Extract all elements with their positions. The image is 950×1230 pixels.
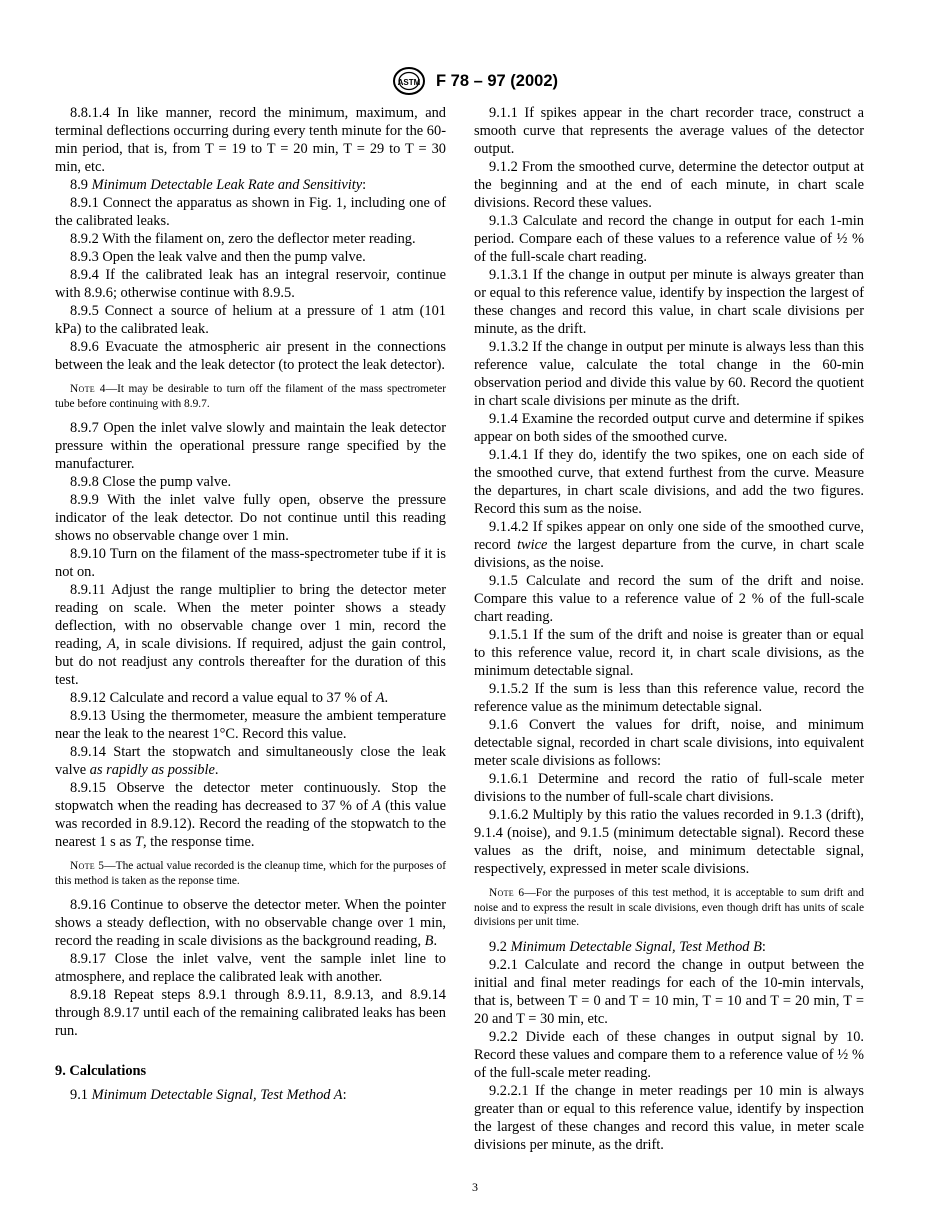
note-label: Note 6 (489, 887, 525, 899)
text-run: , the response time. (142, 834, 255, 850)
paragraph-8-9-10: 8.9.10 Turn on the filament of the mass-spectrometer tube if it is not on. (55, 546, 446, 580)
section-9-heading: 9. Calculations (55, 1063, 147, 1079)
section-number: 9.2 (489, 938, 511, 955)
section-9-2-heading (474, 938, 864, 956)
variable-a: A (372, 798, 381, 814)
text-run: 8.9.14 Start the stopwatch and simultaneously close the leak valve (55, 744, 446, 778)
paragraph-9-1-2: 9.1.2 From the smoothed curve, determine the detector output at the beginning and at the end of each minute, in chart scale divisions. Record these values. (474, 159, 864, 211)
text-run: . (214, 762, 219, 778)
paragraph-8-9-18: 8.9.18 Repeat steps 8.9.1 through 8.9.11, 8.9.13, and 8.9.14 through 8.9.17 until each of the remaining calibrated leaks has been run. (55, 987, 446, 1039)
variable-b: B (424, 933, 434, 949)
section-colon: : (342, 1087, 347, 1103)
paragraph-8-9-15 (55, 779, 446, 851)
paragraph-9-1-4-2 (474, 518, 864, 572)
text-run: the largest departure from the curve, in chart scale divisions, as the noise. (474, 537, 864, 571)
note-label: Note 4 (70, 383, 106, 395)
text-run: . (433, 933, 438, 949)
paragraph-9-1-4: 9.1.4 Examine the recorded output curve and determine if spikes appear on both sides of the smoothed curve. (474, 411, 864, 445)
text-run: 8.9.12 Calculate and record a value equal to 37 % of (70, 690, 376, 706)
paragraph-8-9-5: 8.9.5 Connect a source of helium at a pressure of 1 atm (101 kPa) to the calibrated leak. (55, 303, 446, 337)
paragraph-9-1-3-2: 9.1.3.2 If the change in output per minute is always less than this reference value, calculate the total change in the 60-min observation period and divide this value by 60. Record the quotient in chart scale divisions per minute as the drift. (474, 339, 864, 409)
section-title: Minimum Detectable Signal, Test Method A (91, 1087, 343, 1103)
left-column (55, 104, 446, 1104)
paragraph-9-1-3: 9.1.3 Calculate and record the change in output for each 1-min period. Compare each of these values to a reference value of ½ % of the full-scale chart reading. (474, 213, 864, 265)
note-text: —The actual value recorded is the cleanup time, which for the purposes of this method is taken as the reponse time. (55, 860, 446, 887)
text-run: 8.9.16 Continue to observe the detector meter. When the pointer shows a steady deflection, with no observable change over 1 min, record the reading in scale divisions as the background reading, (55, 897, 446, 949)
paragraph-8-9-7: 8.9.7 Open the inlet valve slowly and maintain the leak detector pressure within the operational pressure range specified by the manufacturer. (55, 420, 446, 472)
paragraph-8-9-17: 8.9.17 Close the inlet valve, vent the sample inlet line to atmosphere, and replace the calibrated leak with another. (55, 951, 446, 985)
section-title: Minimum Detectable Signal, Test Method B (510, 938, 762, 955)
paragraph-9-1-5: 9.1.5 Calculate and record the sum of the drift and noise. Compare this value to a reference value of 2 % of the full-scale chart reading. (474, 573, 864, 625)
astm-logo-icon (392, 66, 426, 96)
paragraph-8-9-9: 8.9.9 With the inlet valve fully open, observe the pressure indicator of the leak detector. Do not continue until this reading shows no observable change over 1 min. (55, 492, 446, 544)
paragraph-9-2-2-1: 9.2.2.1 If the change in meter readings per 10 min is always greater than or equal to this reference value, identify by inspection the largest of these changes and record this value, in meter scale divisions per minute, as the drift. (474, 1082, 864, 1153)
section-number: 9.1 (70, 1087, 92, 1103)
note-6 (474, 886, 864, 930)
right-column (474, 104, 864, 1154)
paragraph-9-1-5-1: 9.1.5.1 If the sum of the drift and noise is greater than or equal to this reference value, record it, in chart scale divisions, as the minimum detectable signal. (474, 627, 864, 679)
paragraph-9-1-5-2: 9.1.5.2 If the sum is less than this reference value, record the reference value as the minimum detectable signal. (474, 681, 864, 715)
section-colon: : (761, 938, 766, 955)
text-run: 8.9.11 Adjust the range multiplier to bring the detector meter reading on scale. When the meter pointer shows a steady deflection, with no observable change over 1 min, record the reading, (55, 582, 446, 652)
section-8-9-heading (55, 176, 446, 194)
paragraph-9-1-3-1: 9.1.3.1 If the change in output per minute is always greater than or equal to this reference value, identify by inspection the largest of these changes and record this value, in chart scale divisions per minute, as the drift. (474, 267, 864, 337)
section-colon: : (362, 177, 367, 193)
variable-t: T (134, 834, 143, 850)
text-run: . (384, 690, 389, 706)
emphasis: as rapidly as possible (89, 762, 215, 778)
paragraph-8-9-1: 8.9.1 Connect the apparatus as shown in Fig. 1, including one of the calibrated leaks. (55, 195, 446, 229)
text-run: 8.9.15 Observe the detector meter continuously. Stop the stopwatch when the reading has decreased to 37 % of (55, 780, 446, 814)
paragraph-9-1-6: 9.1.6 Convert the values for drift, noise, and minimum detectable signal, recorded in chart scale divisions, into equivalent meter scale divisions as follows: (474, 717, 864, 769)
note-4 (55, 382, 446, 411)
paragraph-8-9-3: 8.9.3 Open the leak valve and then the pump valve. (70, 249, 366, 265)
paragraph-8-9-12 (55, 689, 446, 707)
paragraph-8-9-14 (55, 743, 446, 779)
variable-a: A (107, 636, 116, 652)
page-number: 3 (472, 1180, 478, 1194)
note-text: —For the purposes of this test method, it is acceptable to sum drift and noise and to express the result in scale divisions, even though drift has units of scale divisions per unit time. (474, 887, 864, 928)
section-9-1-heading (55, 1086, 446, 1104)
paragraph-8-8-1-4: 8.8.1.4 In like manner, record the minimum, maximum, and terminal deflections occurring during every tenth minute for the 60-min period, that is, from T = 19 to T = 20 min, T = 29 to T = 30 min, etc. (55, 105, 446, 175)
paragraph-8-9-2: 8.9.2 With the filament on, zero the deflector meter reading. (70, 231, 416, 247)
section-title: Minimum Detectable Leak Rate and Sensitivity (91, 177, 363, 193)
text-run: (this value was recorded in 8.9.12). Record the reading of the stopwatch to the nearest 1 s as (55, 798, 446, 850)
paragraph-8-9-8: 8.9.8 Close the pump valve. (70, 474, 232, 490)
text-run: 9.1.4.2 If spikes appear on only one side of the smoothed curve, record (474, 519, 864, 553)
variable-a: A (375, 690, 385, 706)
paragraph-8-9-4: 8.9.4 If the calibrated leak has an integral reservoir, continue with 8.9.6; otherwise continue with 8.9.5. (55, 267, 446, 301)
paragraph-8-9-6: 8.9.6 Evacuate the atmospheric air present in the connections between the leak and the leak detector (to protect the leak detector). (55, 339, 446, 373)
note-text: —It may be desirable to turn off the filament of the mass spectrometer tube before continuing with 8.9.7. (55, 383, 446, 410)
standard-designation: F 78 – 97 (2002) (436, 71, 558, 90)
paragraph-8-9-13: 8.9.13 Using the thermometer, measure the ambient temperature near the leak to the nearest 1°C. Record this value. (55, 708, 446, 742)
paragraph-9-1-6-1: 9.1.6.1 Determine and record the ratio of full-scale meter divisions to the number of full-scale chart divisions. (474, 771, 864, 805)
paragraph-9-2-2: 9.2.2 Divide each of these changes in output signal by 10. Record these values and compare them to a reference value of ½ % of the full-scale meter reading. (474, 1028, 864, 1081)
svg-text:ASTM: ASTM (397, 78, 421, 87)
paragraph-9-2-1: 9.2.1 Calculate and record the change in output between the initial and final meter readings for each of the 10-min intervals, that is, between T = 0 and T = 10 min, T = 10 and T = 20 min, T = 20 and T = 30 min, etc. (474, 956, 864, 1027)
page-header (0, 66, 950, 96)
paragraph-9-1-1: 9.1.1 If spikes appear in the chart recorder trace, construct a smooth curve that represents the average values of the detector output. (474, 105, 864, 157)
section-number: 8.9 (70, 177, 92, 193)
paragraph-8-9-11 (55, 581, 446, 689)
text-run: , in scale divisions. If required, adjust the gain control, but do not readjust any controls thereafter for the duration of this test. (55, 636, 446, 688)
emphasis: twice (517, 537, 548, 553)
paragraph-9-1-4-1: 9.1.4.1 If they do, identify the two spikes, one on each side of the smoothed curve, that extend furthest from the curve. Measure the departures, in chart scale divisions, and add the two figures. Record this sum as the noise. (474, 447, 864, 517)
paragraph-8-9-16 (55, 896, 446, 950)
note-5 (55, 859, 446, 888)
note-label: Note 5 (70, 860, 105, 872)
paragraph-9-1-6-2: 9.1.6.2 Multiply by this ratio the values recorded in 9.1.3 (drift), 9.1.4 (noise), and 9.1.5 (minimum detectable signal). Record these values as the drift, noise, and minimum detectable signal, respectively, expressed in meter scale divisions. (474, 807, 864, 877)
